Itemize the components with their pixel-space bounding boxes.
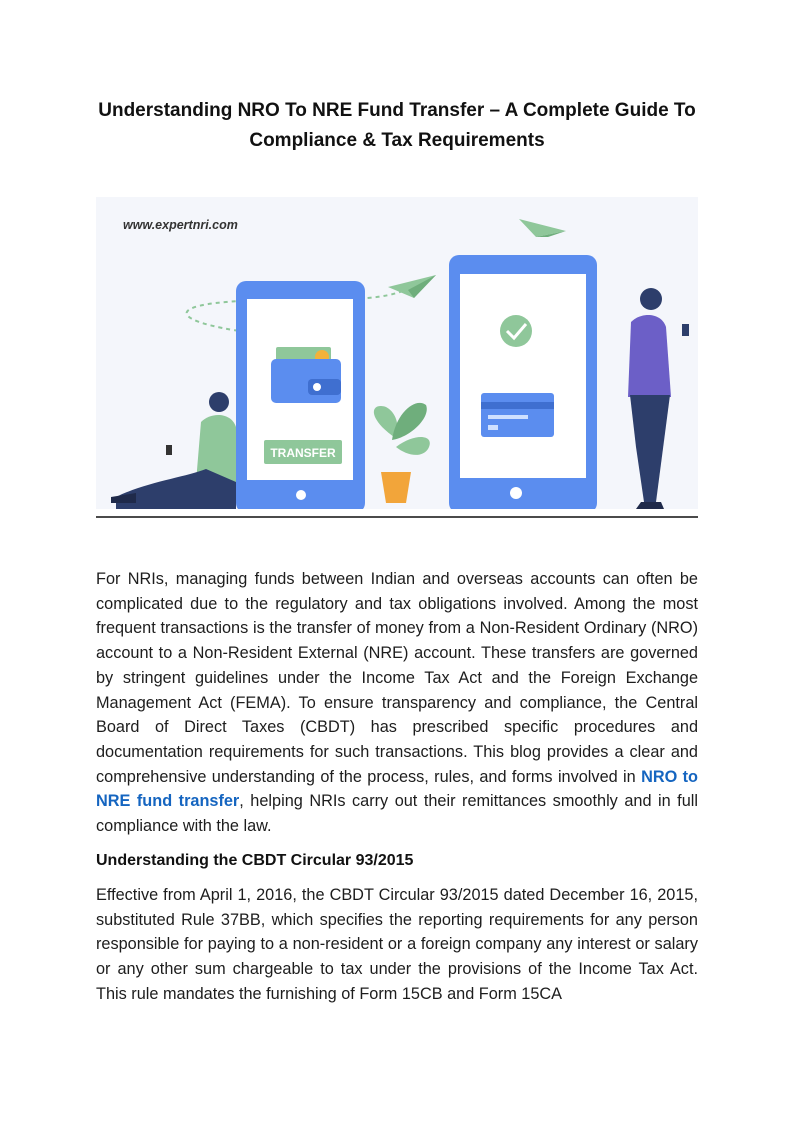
transfer-label: TRANSFER xyxy=(270,446,336,460)
nro-to-nre-link[interactable]: NRO to NRE fund transfer xyxy=(96,767,698,811)
check-circle-icon xyxy=(500,315,532,347)
left-phone-illustration xyxy=(236,281,365,513)
intro-text: For NRIs, managing funds between Indian and overseas accounts can often be complicated due to the regulatory and tax obligations involved. Among the most frequent transactions is the transfer of money from a Non-Resident Ordinary (NRO) account to a Non-Resident External (NRE) account. These transfers are governed by stringent guidelines under the Income Tax Act and the Foreign Exchange Management Act (FEMA). To ensure transparency and compliance, the Central Board of Direct Taxes (CBDT) has prescribed specific procedures and documentation requirements for such transactions. This blog provides a clear and comprehensive understanding of the process, rules, and forms involved in xyxy=(96,570,698,786)
hero-illustration xyxy=(96,197,698,519)
intro-text-end: , helping NRIs carry out their remittances smoothly and in full compliance with the law. xyxy=(96,792,698,836)
image-bottom-divider xyxy=(96,516,698,518)
page-title: Understanding NRO To NRE Fund Transfer – A Complete Guide To Compliance & Tax Requirements xyxy=(98,100,696,151)
intro-paragraph xyxy=(96,567,698,839)
circular-paragraph: Effective from April 1, 2016, the CBDT Circular 93/2015 dated December 16, 2015, substituted Rule 37BB, which specifies the reporting requirements for any person responsible for paying to a non-resident or a foreign company any interest or salary or any other sum chargeable to tax under the provisions of the Income Tax Act. This rule mandates the furnishing of Form 15CB and Form 15CA xyxy=(96,886,698,1003)
watermark-text: www.expertnri.com xyxy=(123,218,238,232)
right-phone-illustration xyxy=(449,255,597,513)
section-heading: Understanding the CBDT Circular 93/2015 xyxy=(96,852,414,869)
